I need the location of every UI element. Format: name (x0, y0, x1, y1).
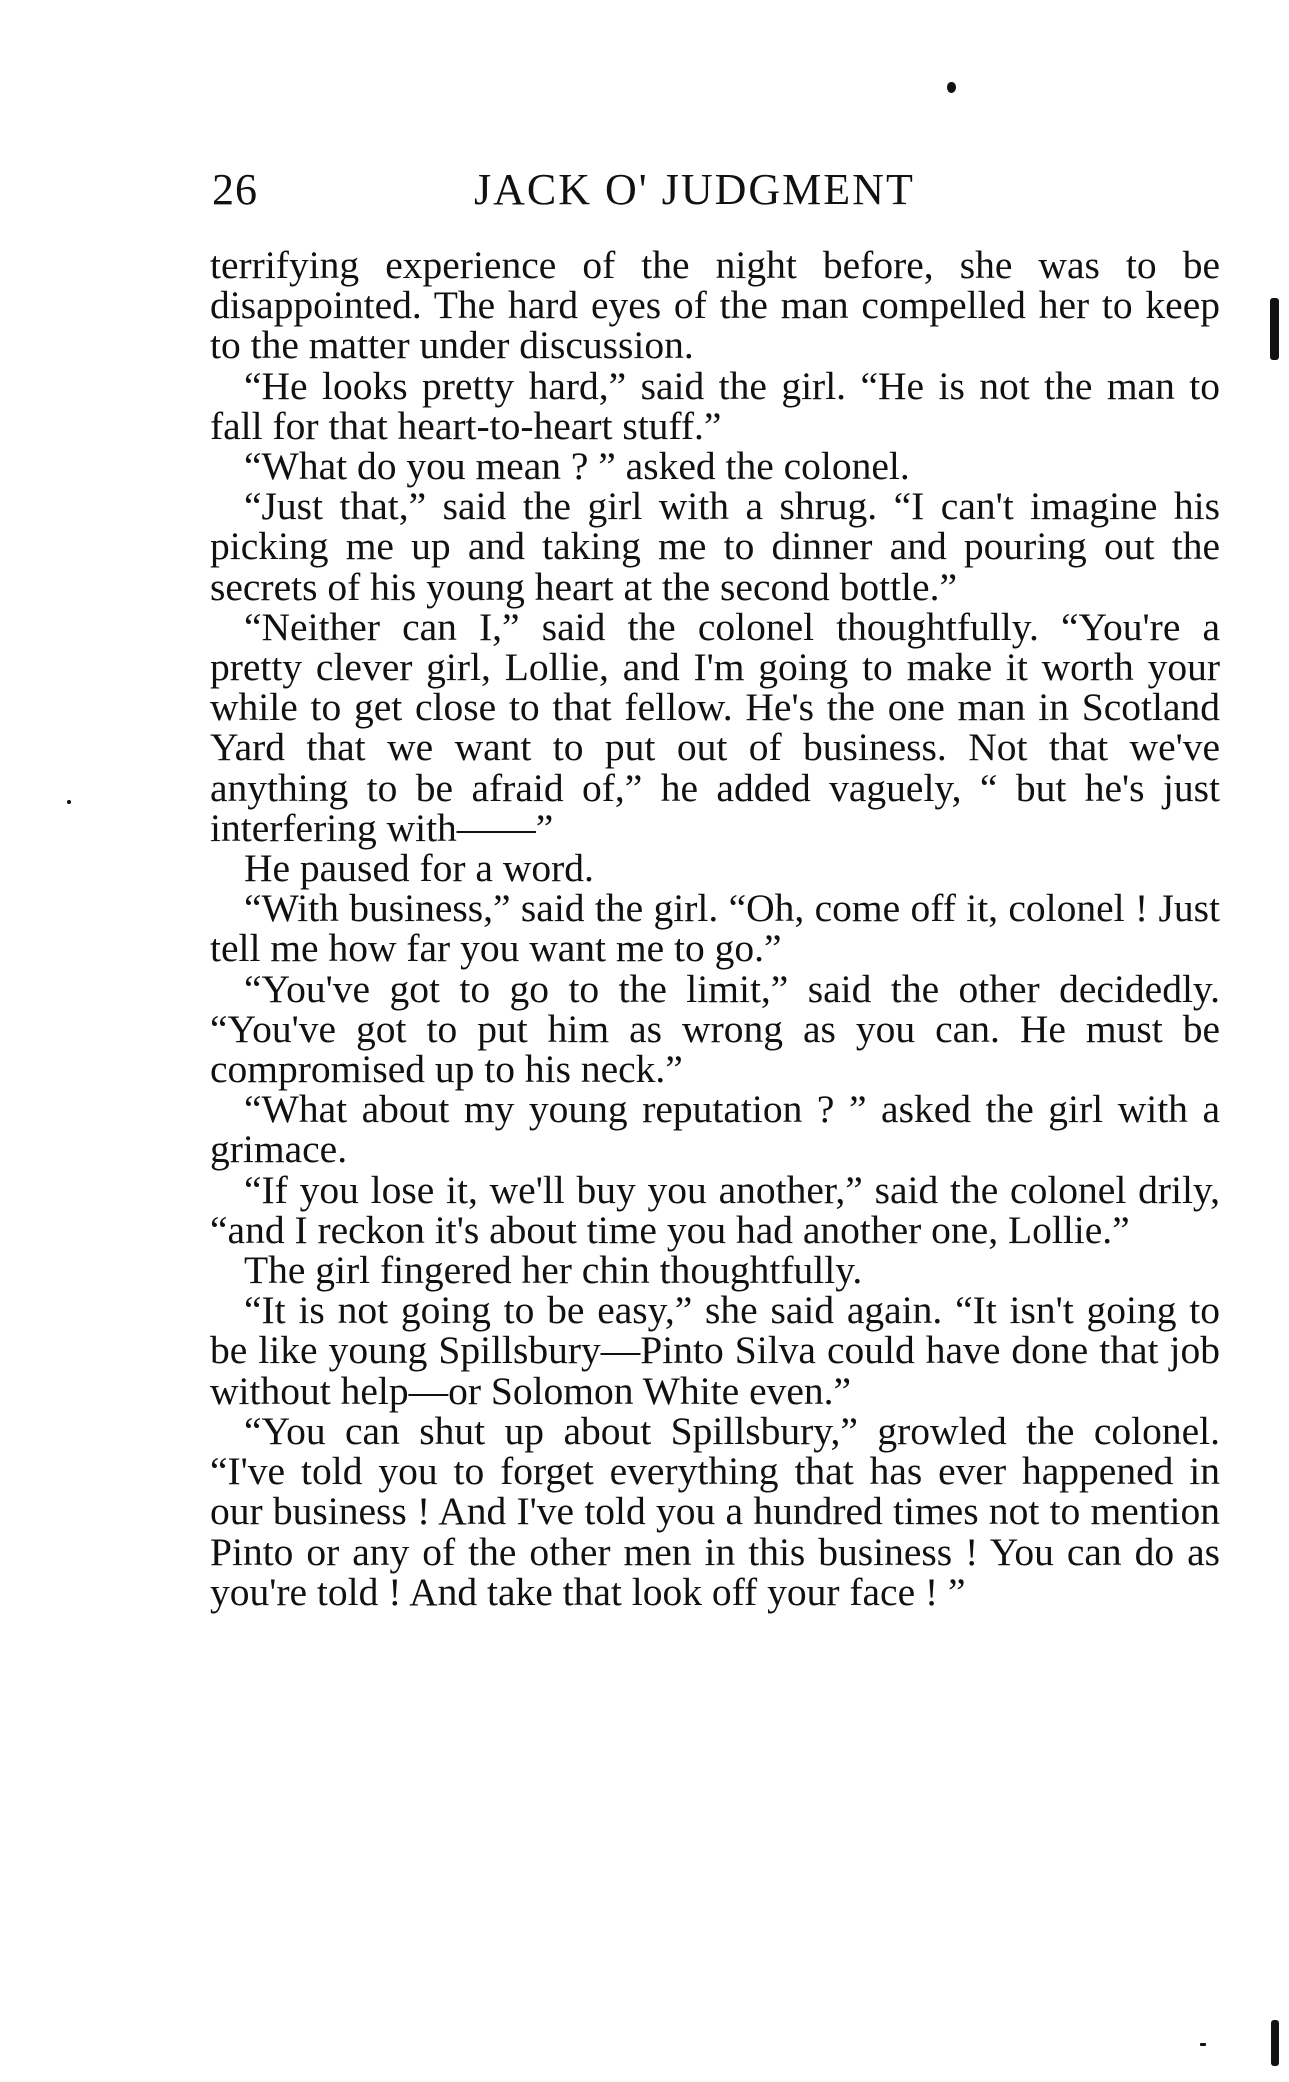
paragraph: “You can shut up about Spillsbury,” growled the colonel. “I've told you to forget everything that has ever happened in our business ! And I've told you a hundred times not to mention Pinto or any of the other men in this business ! You can do as you're told ! And take that look off your face ! ” (210, 1408, 1220, 1614)
page-number: 26 (212, 165, 258, 214)
paragraph: terrifying experience of the night before, she was to be disappointed. The hard eyes of the man compelled her to keep to the matter under discussion. (210, 243, 1220, 368)
paragraph: “What do you mean ? ” asked the colonel. (244, 444, 910, 489)
paragraph: “You've got to go to the limit,” said the other decidedly. “You've got to put him as wrong as you can. He must be compromised up to his neck.” (210, 966, 1220, 1092)
page-header (212, 160, 1228, 220)
running-title: JACK O' JUDGMENT (474, 165, 915, 214)
paragraph: “If you lose it, we'll buy you another,” said the colonel drily, “and I reckon it's about time you had another one, Lollie.” (210, 1167, 1220, 1252)
body-text (210, 245, 1220, 1612)
paragraph: “What about my young reputation ? ” asked the girl with a grimace. (210, 1087, 1220, 1172)
paragraph: The girl fingered her chin thoughtfully. (244, 1248, 863, 1293)
margin-ink-mark (1270, 298, 1279, 360)
paragraph: “He looks pretty hard,” said the girl. “He is not the man to fall for that heart-to-heart stuff.” (210, 363, 1220, 448)
paragraph: He paused for a word. (244, 846, 594, 891)
paragraph: “Just that,” said the girl with a shrug. “I can't imagine his picking me up and taking me to dinner and pouring out the secrets of his young heart at the second bottle.” (210, 484, 1220, 609)
paragraph: “It is not going to be easy,” she said again. “It isn't going to be like young Spillsbury—Pinto Silva could have done that job without help—or Solomon White even.” (210, 1288, 1220, 1413)
paragraph: “With business,” said the girl. “Oh, come off it, colonel ! Just tell me how far you want me to go.” (210, 886, 1220, 971)
paragraph: “Neither can I,” said the colonel thoughtfully. “You're a pretty clever girl, Lollie, and I'm going to make it worth your while to get close to that fellow. He's the one man in Scotland Yard that we want to put out of business. Not that we've anything to be afraid of,” he added vaguely, “ but he's just interfering with——” (210, 604, 1220, 850)
margin-ink-mark (1271, 2020, 1279, 2066)
ink-speck (1200, 2043, 1206, 2046)
ink-dot (947, 82, 956, 93)
ink-speck (67, 800, 71, 804)
